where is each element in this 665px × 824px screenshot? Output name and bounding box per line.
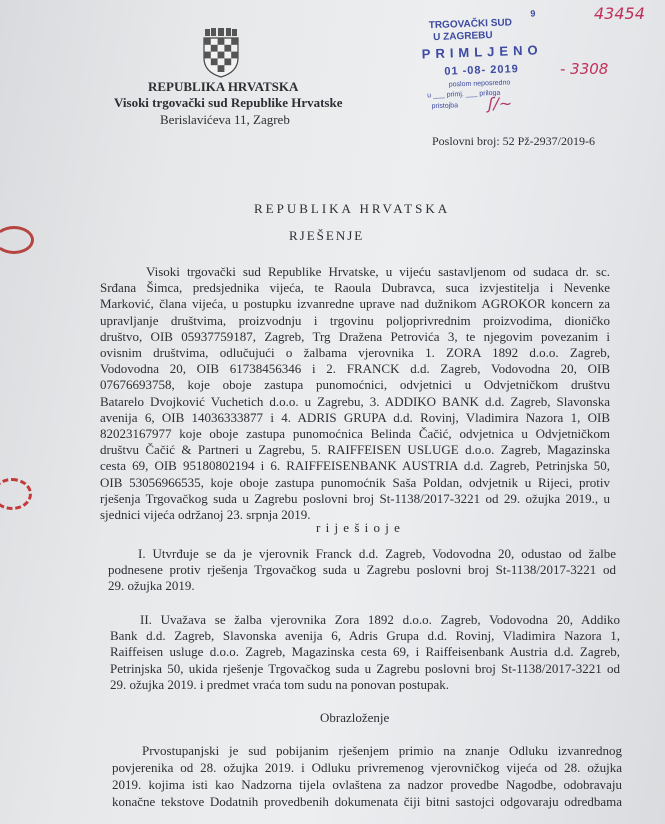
binder-ring-bottom (0, 478, 32, 510)
intro-line: Visoki trgovački sud Republike Hrvatske, u vijeću sastavljenom od sudaca dr. sc. (146, 264, 610, 279)
decision-point-2 (110, 612, 620, 693)
point-line: 29. ožujka 2019. i predmet vraća tom sudu na ponovan postupak. (110, 676, 450, 692)
intro-line: cesta 69, OIB 95180802194 i 6. RAIFFEISENBANK AUSTRIA d.d. Zagreb, Petrinjska 50, (100, 458, 610, 474)
intro-paragraph (100, 264, 610, 523)
stamp-corner-mark: 9 (530, 8, 536, 19)
stamp-handwritten-signature: ʃ∕~ (488, 94, 513, 113)
intro-line: sjednici vijeća održanoj 23. srpnja 2019. (100, 507, 311, 523)
header-court: Visoki trgovački sud Republike Hrvatske (114, 95, 343, 110)
intro-line: Vodovodna 20, OIB 61738456346 i 2. FRANCK d.d. Zagreb, Vodovodna 20, OIB (100, 361, 610, 377)
point-line: 29. ožujka 2019. (108, 578, 195, 594)
handwritten-number-side: - 3308 (560, 60, 609, 78)
stamp-line-3: pristojba (431, 102, 459, 111)
intro-line: upravljanje društvima, proizvodnju i trgovinu poljoprivrednim proizvodima, dioničko (100, 312, 610, 328)
decided-heading: r i j e š i o j e (316, 520, 401, 535)
handwritten-number-top: 43454 (594, 4, 645, 23)
point-line: II. Uvažava se žalba vjerovnika Zora 1892 d.o.o. Zagreb, Vodovodna 20, Addiko (140, 612, 620, 627)
intro-line: Batarelo Dvojković Vuchetich d.o.o. u Zagrebu, 3. ADDIKO BANK d.d. Zagreb, Slavonska (100, 393, 610, 409)
reasoning-heading: Obrazloženje (320, 710, 390, 725)
document-title: REPUBLIKA HRVATSKA (254, 201, 451, 216)
reasoning-line: 2019. kojima isti kao Nadzorna tijela ovlaštena za nadzor provedbe Nagodbe, odobravaju (112, 777, 622, 792)
intro-line: društvu Čačić & Partneri u Zagrebu, 5. RAIFFEISEN USLUGE d.o.o. Zagreb, Magazinska (100, 442, 610, 458)
decision-point-1 (108, 546, 616, 595)
intro-line: avenija 6, OIB 14036333877 i 4. ADRIS GRUPA d.d. Rovinj, Vladimira Nazora 1, OIB (100, 409, 610, 425)
intro-line: OIB 53056966535, koje oboje zastupa punomoćnik Saša Poldan, odvjetnik u Rijeci, protiv (100, 474, 610, 490)
stamp-line-1: poslom neposredno (448, 79, 511, 89)
header-republic: REPUBLIKA HRVATSKA (148, 79, 299, 94)
point-line: Petrinjska 50, ukida rješenje Trgovačkog suda u Zagrebu poslovni broj St-1138/2017-3221 od (110, 660, 620, 676)
intro-line: Marković, člana vijeća, u postupku izvanredne uprave nad dužnikom AGROKOR koncern za (100, 296, 610, 312)
intro-line: društvo, OIB 05937759187, Zagreb, Trg Dražena Petrovića 3, te njegovim povezanim i (100, 328, 610, 344)
point-line: I. Utvrđuje se da je vjerovnik Franck d.d. Zagreb, Vodovodna 20, odustao od žalbe (138, 546, 616, 561)
stamp-line-2: u ___ primj. ___ priloga (427, 89, 501, 100)
stamp-court: TRGOVAČKI SUD U ZAGREBU (428, 17, 513, 44)
stamp-received: PRIMLJENO (421, 42, 543, 62)
point-line: Bank d.d. Zagreb, Slavonska avenija 6, Adris Grupa d.d. Rovinj, Vladimira Nazora 1, (110, 628, 620, 644)
intro-line: rješenja Trgovačkog suda u Zagrebu poslovni broj St-1138/2017-3221 od 29. ožujka 2019., u (100, 490, 610, 506)
reasoning-paragraph (112, 742, 622, 810)
point-line: podnesene protiv rješenja Trgovačkog suda u Zagrebu poslovni broj St-1138/2017-3221 od (108, 562, 616, 578)
document-subtitle: RJEŠENJE (289, 228, 365, 243)
case-number: Poslovni broj: 52 Pž-2937/2019-6 (432, 134, 596, 148)
reasoning-line: povjerenika od 28. ožujka 2019. i Odluku privremenog vjerovničkog vijeća od 28. ožujka (112, 760, 622, 775)
binder-ring-top (0, 226, 34, 254)
header-address: Berislavićeva 11, Zagreb (160, 112, 290, 127)
intro-line: ovisnim društvima, odlučujući o žalbama vjerovnika 1. ZORA 1892 d.o.o. Zagreb, (100, 345, 610, 361)
intro-line: 82023167977 koje oboje zastupa punomoćnica Belinda Čačić, odvjetnica u Odvjetničkom (100, 426, 610, 442)
reasoning-line: konačne tekstove Dodatnih provedbenih dokumenata čiji bitni sastojci odgovaraju odredbama (112, 794, 622, 809)
coat-of-arms-icon (202, 28, 240, 78)
point-line: Raiffeisen usluge d.o.o. Zagreb, Magazinska cesta 69, i Raiffeisenbank Austria d.d. Zagreb, (110, 644, 620, 660)
intro-line: 07676693758, koje oboje zastupa punomoćnici, odvjetnici u Odvjetničkom društvu (100, 377, 610, 393)
stamp-date: 01 -08- 2019 (444, 63, 519, 78)
intro-line: Srđana Šimca, predsjednika vijeća, te Raoula Dubravca, suca izvjestitelja i Nevenke (100, 280, 610, 296)
reasoning-line: Prvostupanjski je sud pobijanim rješenjem primio na znanje Odluku izvanrednog (142, 743, 622, 758)
